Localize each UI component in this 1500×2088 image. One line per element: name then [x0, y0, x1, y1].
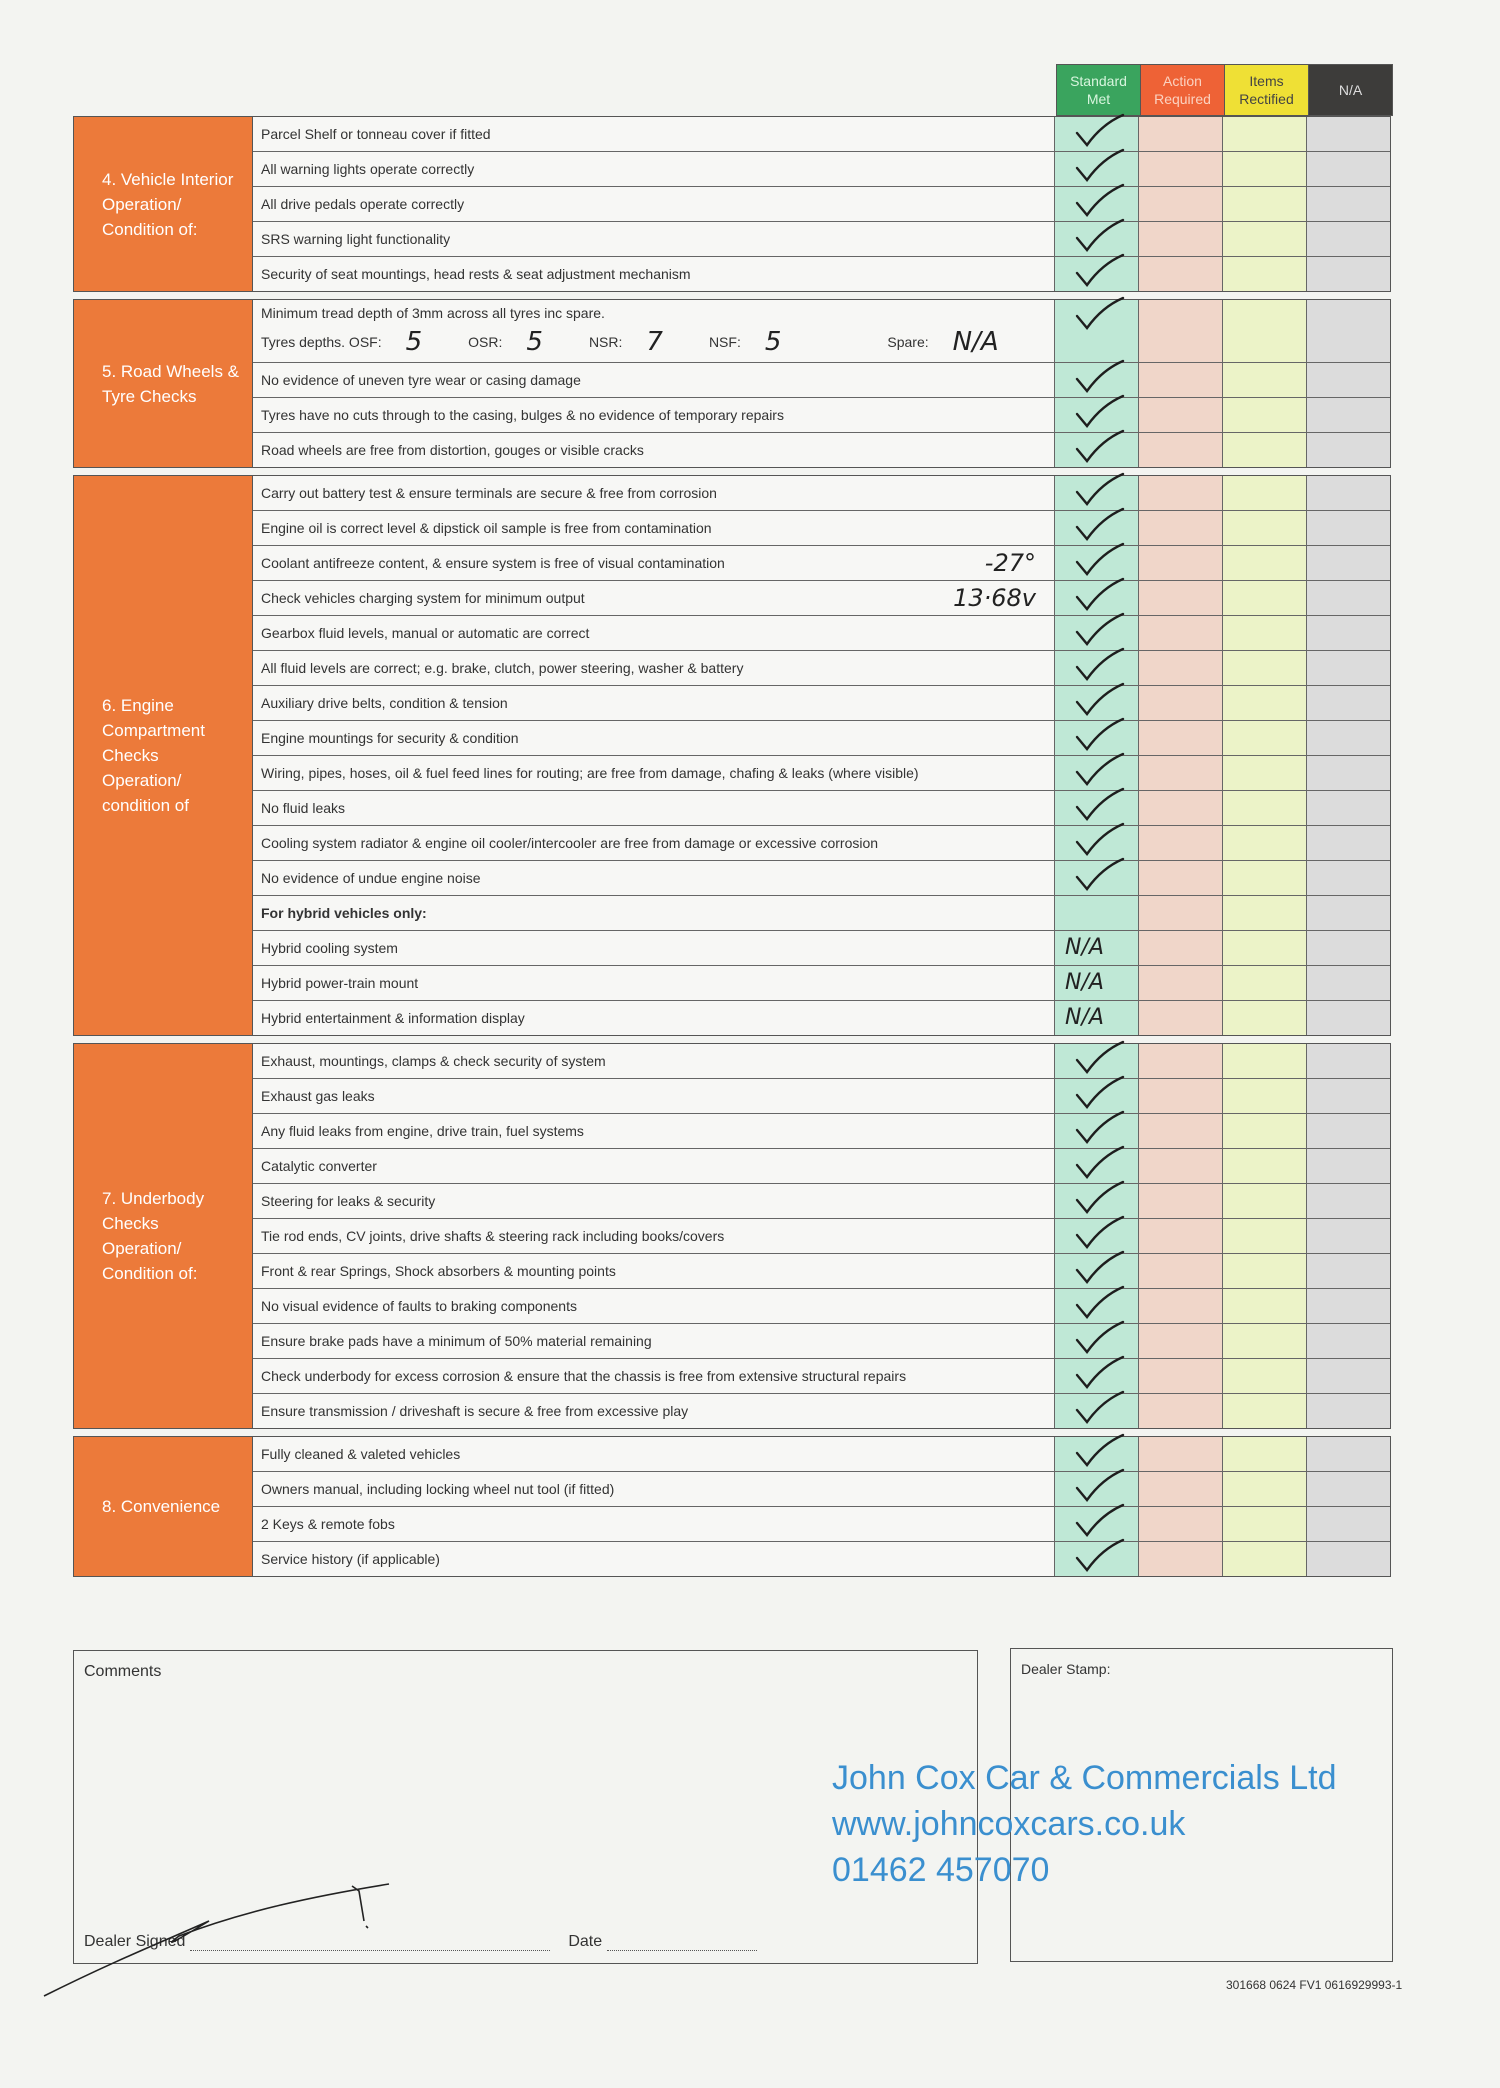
action-required-cell[interactable] — [1139, 721, 1223, 755]
standard-met-cell[interactable] — [1055, 861, 1139, 895]
items-rectified-cell[interactable] — [1223, 1359, 1307, 1393]
na-cell[interactable] — [1307, 187, 1390, 221]
action-required-cell[interactable] — [1139, 1079, 1223, 1113]
items-rectified-cell[interactable] — [1223, 433, 1307, 467]
na-cell[interactable] — [1307, 1001, 1390, 1035]
section — [73, 1436, 1391, 1577]
na-cell[interactable] — [1307, 476, 1390, 510]
dealer-stamp — [832, 1755, 1337, 1893]
action-required-cell[interactable] — [1139, 257, 1223, 291]
items-rectified-cell[interactable] — [1223, 1437, 1307, 1471]
item-text: Ensure transmission / driveshaft is secure & free from excessive play — [261, 1403, 689, 1419]
action-required-cell[interactable] — [1139, 1394, 1223, 1428]
action-required-cell[interactable] — [1139, 1472, 1223, 1506]
action-required-cell[interactable] — [1139, 861, 1223, 895]
items-rectified-cell[interactable] — [1223, 1114, 1307, 1148]
action-required-cell[interactable] — [1139, 1184, 1223, 1218]
standard-met-cell[interactable] — [1055, 896, 1139, 930]
tick-icon — [1073, 610, 1125, 650]
tick-icon — [1073, 294, 1125, 334]
items-rectified-cell[interactable] — [1223, 616, 1307, 650]
tyre-osf-value[interactable]: 5 — [405, 327, 423, 357]
header-action-required: Action Required — [1141, 65, 1225, 115]
item-note: -27° — [984, 549, 1036, 577]
item-text: Catalytic converter — [261, 1158, 377, 1174]
item-text: Coolant antifreeze content, & ensure system is free of visual contamination — [261, 555, 725, 571]
item-text: Security of seat mountings, head rests & seat adjustment mechanism — [261, 266, 691, 282]
item-text: Cooling system radiator & engine oil cooler/intercooler are free from damage or excessive corrosion — [261, 835, 879, 851]
checklist-row — [253, 1001, 1390, 1035]
action-required-cell[interactable] — [1139, 1359, 1223, 1393]
items-rectified-cell[interactable] — [1223, 1254, 1307, 1288]
date-label: Date — [568, 1933, 603, 1950]
action-required-cell[interactable] — [1139, 546, 1223, 580]
items-rectified-cell[interactable] — [1223, 651, 1307, 685]
tick-icon — [1073, 216, 1125, 256]
action-required-cell[interactable] — [1139, 363, 1223, 397]
checklist-row — [253, 791, 1390, 826]
action-required-cell[interactable] — [1139, 1254, 1223, 1288]
tick-icon — [1073, 357, 1125, 397]
na-cell[interactable] — [1307, 1184, 1390, 1218]
action-required-cell[interactable] — [1139, 651, 1223, 685]
action-required-cell[interactable] — [1139, 476, 1223, 510]
item-text: Check underbody for excess corrosion & ensure that the chassis is free from extensive structural repairs — [261, 1368, 907, 1384]
na-cell[interactable] — [1307, 1079, 1390, 1113]
items-rectified-cell[interactable] — [1223, 826, 1307, 860]
header-standard-met: Standard Met — [1057, 65, 1141, 115]
tick-icon — [1073, 855, 1125, 895]
items-rectified-cell[interactable] — [1223, 1472, 1307, 1506]
standard-met-cell[interactable] — [1055, 1001, 1139, 1035]
items-rectified-cell[interactable] — [1223, 1044, 1307, 1078]
na-cell[interactable] — [1307, 686, 1390, 720]
items-rectified-cell[interactable] — [1223, 1219, 1307, 1253]
action-required-cell[interactable] — [1139, 1219, 1223, 1253]
items-rectified-cell[interactable] — [1223, 257, 1307, 291]
na-cell[interactable] — [1307, 1542, 1390, 1576]
item-text: Owners manual, including locking wheel nut tool (if fitted) — [261, 1481, 615, 1497]
tick-icon — [1073, 750, 1125, 790]
checklist-row — [253, 1079, 1390, 1114]
na-mark: N/A — [1065, 935, 1104, 960]
header-na: N/A — [1309, 65, 1392, 115]
items-rectified-cell[interactable] — [1223, 398, 1307, 432]
checklist-row — [253, 721, 1390, 756]
date-line — [607, 1950, 757, 1951]
items-rectified-cell[interactable] — [1223, 1289, 1307, 1323]
checklist-row — [253, 398, 1390, 433]
na-cell[interactable] — [1307, 791, 1390, 825]
items-rectified-cell[interactable] — [1223, 1324, 1307, 1358]
na-cell[interactable] — [1307, 861, 1390, 895]
item-text: Any fluid leaks from engine, drive train, fuel systems — [261, 1123, 584, 1139]
checklist — [73, 116, 1391, 1584]
action-required-cell[interactable] — [1139, 222, 1223, 256]
item-text: Hybrid cooling system — [261, 940, 398, 956]
na-cell[interactable] — [1307, 511, 1390, 545]
na-cell[interactable] — [1307, 1044, 1390, 1078]
tick-icon — [1073, 1213, 1125, 1253]
item-text: Tyres have no cuts through to the casing, bulges & no evidence of temporary repairs — [261, 407, 784, 423]
checklist-row — [253, 1359, 1390, 1394]
item-text: Ensure brake pads have a minimum of 50% material remaining — [261, 1333, 652, 1349]
header-items-rectified: Items Rectified — [1225, 65, 1309, 115]
items-rectified-cell[interactable] — [1223, 511, 1307, 545]
items-rectified-cell[interactable] — [1223, 1149, 1307, 1183]
standard-met-cell[interactable] — [1055, 257, 1139, 291]
tick-icon — [1073, 1501, 1125, 1541]
checklist-row — [253, 1472, 1390, 1507]
item-text: Road wheels are free from distortion, gouges or visible cracks — [261, 442, 644, 458]
action-required-cell[interactable] — [1139, 398, 1223, 432]
tick-icon — [1073, 181, 1125, 221]
na-cell[interactable] — [1307, 581, 1390, 615]
action-required-cell[interactable] — [1139, 826, 1223, 860]
tick-icon — [1073, 820, 1125, 860]
na-cell[interactable] — [1307, 1149, 1390, 1183]
tick-icon — [1073, 1466, 1125, 1506]
items-rectified-cell[interactable] — [1223, 1542, 1307, 1576]
action-required-cell[interactable] — [1139, 1289, 1223, 1323]
tick-icon — [1073, 427, 1125, 467]
items-rectified-cell[interactable] — [1223, 686, 1307, 720]
standard-met-cell[interactable] — [1055, 1542, 1139, 1576]
items-rectified-cell[interactable] — [1223, 546, 1307, 580]
section — [73, 116, 1391, 292]
item-text: No visual evidence of faults to braking components — [261, 1298, 577, 1314]
items-rectified-cell[interactable] — [1223, 1394, 1307, 1428]
action-required-cell[interactable] — [1139, 1114, 1223, 1148]
action-required-cell[interactable] — [1139, 1149, 1223, 1183]
section — [73, 475, 1391, 1036]
action-required-cell[interactable] — [1139, 1001, 1223, 1035]
tyre-nsf-label: NSF: — [708, 334, 741, 350]
checklist-row — [253, 1184, 1390, 1219]
action-required-cell[interactable] — [1139, 581, 1223, 615]
section-label: 8. Convenience — [74, 1437, 253, 1576]
action-required-cell[interactable] — [1139, 1507, 1223, 1541]
items-rectified-cell[interactable] — [1223, 1184, 1307, 1218]
tick-icon — [1073, 1248, 1125, 1288]
item-text: Engine mountings for security & condition — [261, 730, 519, 746]
checklist-row — [253, 257, 1390, 291]
section-label: 6. Engine Compartment Checks Operation/ condition of — [74, 476, 253, 1035]
action-required-cell[interactable] — [1139, 966, 1223, 1000]
stamp-phone: 01462 457070 — [832, 1851, 1050, 1889]
signature-icon — [34, 1881, 454, 2001]
checklist-row — [253, 300, 1390, 363]
tick-icon — [1073, 785, 1125, 825]
item-text: Parcel Shelf or tonneau cover if fitted — [261, 126, 491, 142]
na-cell[interactable] — [1307, 1394, 1390, 1428]
checklist-row — [253, 152, 1390, 187]
tick-icon — [1073, 645, 1125, 685]
item-text: Steering for leaks & security — [261, 1193, 436, 1209]
checklist-row — [253, 1254, 1390, 1289]
item-text: All fluid levels are correct; e.g. brake, clutch, power steering, washer & battery — [261, 660, 744, 676]
tick-icon — [1073, 251, 1125, 291]
action-required-cell[interactable] — [1139, 300, 1223, 362]
action-required-cell[interactable] — [1139, 1044, 1223, 1078]
item-text: Engine oil is correct level & dipstick oil sample is free from contamination — [261, 520, 712, 536]
item-text: Minimum tread depth of 3mm across all tyres inc spare. — [261, 305, 605, 321]
item-text: All drive pedals operate correctly — [261, 196, 465, 212]
action-required-cell[interactable] — [1139, 187, 1223, 221]
tick-icon — [1073, 1318, 1125, 1358]
na-cell[interactable] — [1307, 966, 1390, 1000]
tick-icon — [1073, 1108, 1125, 1148]
na-cell[interactable] — [1307, 1359, 1390, 1393]
item-text: 2 Keys & remote fobs — [261, 1516, 395, 1532]
item-text: No evidence of uneven tyre wear or casing damage — [261, 372, 581, 388]
items-rectified-cell[interactable] — [1223, 581, 1307, 615]
checklist-row — [253, 187, 1390, 222]
dealer-stamp-label: Dealer Stamp: — [1021, 1661, 1111, 1677]
na-cell[interactable] — [1307, 1254, 1390, 1288]
stamp-company-name: John Cox Car & Commercials Ltd — [832, 1759, 1337, 1797]
item-text: Check vehicles charging system for minimum output — [261, 590, 585, 606]
standard-met-cell[interactable] — [1055, 1394, 1139, 1428]
standard-met-cell[interactable] — [1055, 300, 1139, 362]
na-cell[interactable] — [1307, 300, 1390, 362]
na-cell[interactable] — [1307, 651, 1390, 685]
section-label: 7. Underbody Checks Operation/ Condition of: — [74, 1044, 253, 1428]
na-cell[interactable] — [1307, 152, 1390, 186]
section — [73, 1043, 1391, 1429]
item-text: Tie rod ends, CV joints, drive shafts & steering rack including books/covers — [261, 1228, 725, 1244]
checklist-row — [253, 756, 1390, 791]
standard-met-cell[interactable] — [1055, 931, 1139, 965]
item-text: Exhaust gas leaks — [261, 1088, 375, 1104]
items-rectified-cell[interactable] — [1223, 1001, 1307, 1035]
item-text: SRS warning light functionality — [261, 231, 451, 247]
stamp-website: www.johncoxcars.co.uk — [832, 1805, 1186, 1843]
tick-icon — [1073, 1283, 1125, 1323]
checklist-row — [253, 1219, 1390, 1254]
checklist-row — [253, 433, 1390, 467]
na-cell[interactable] — [1307, 257, 1390, 291]
checklist-row — [253, 826, 1390, 861]
action-required-cell[interactable] — [1139, 511, 1223, 545]
tyre-depths — [261, 327, 1035, 357]
na-cell[interactable] — [1307, 931, 1390, 965]
item-text: Carry out battery test & ensure terminals are secure & free from corrosion — [261, 485, 717, 501]
na-cell[interactable] — [1307, 363, 1390, 397]
checklist-row — [253, 896, 1390, 931]
item-text: Hybrid entertainment & information display — [261, 1010, 525, 1026]
na-cell[interactable] — [1307, 433, 1390, 467]
na-cell[interactable] — [1307, 1507, 1390, 1541]
action-required-cell[interactable] — [1139, 152, 1223, 186]
tick-icon — [1073, 111, 1125, 151]
tyre-spare-label: Spare: — [887, 334, 929, 350]
tick-icon — [1073, 1038, 1125, 1078]
na-cell[interactable] — [1307, 1472, 1390, 1506]
na-cell[interactable] — [1307, 1289, 1390, 1323]
checklist-row — [253, 686, 1390, 721]
na-mark: N/A — [1065, 1005, 1104, 1030]
item-text: All warning lights operate correctly — [261, 161, 475, 177]
tick-icon — [1073, 1073, 1125, 1113]
action-required-cell[interactable] — [1139, 1324, 1223, 1358]
items-rectified-cell[interactable] — [1223, 117, 1307, 151]
checklist-row — [253, 1324, 1390, 1359]
item-text: Exhaust, mountings, clamps & check security of system — [261, 1053, 606, 1069]
tick-icon — [1073, 470, 1125, 510]
checklist-row — [253, 651, 1390, 686]
tick-icon — [1073, 715, 1125, 755]
na-cell[interactable] — [1307, 896, 1390, 930]
tyre-spare-value[interactable]: N/A — [952, 327, 999, 357]
tyre-osf-label: Tyres depths. OSF: — [261, 334, 382, 350]
items-rectified-cell[interactable] — [1223, 966, 1307, 1000]
items-rectified-cell[interactable] — [1223, 152, 1307, 186]
na-cell[interactable] — [1307, 398, 1390, 432]
items-rectified-cell[interactable] — [1223, 721, 1307, 755]
tick-icon — [1073, 1353, 1125, 1393]
na-cell[interactable] — [1307, 1324, 1390, 1358]
section-label: 4. Vehicle Interior Operation/ Condition of: — [74, 117, 253, 291]
na-cell[interactable] — [1307, 117, 1390, 151]
action-required-cell[interactable] — [1139, 756, 1223, 790]
item-text: For hybrid vehicles only: — [261, 905, 427, 921]
checklist-row — [253, 117, 1390, 152]
checklist-row — [253, 1289, 1390, 1324]
action-required-cell[interactable] — [1139, 433, 1223, 467]
item-text: Wiring, pipes, hoses, oil & fuel feed lines for routing; are free from damage, chafing & leaks (where visible) — [261, 765, 919, 781]
tick-icon — [1073, 1431, 1125, 1471]
items-rectified-cell[interactable] — [1223, 931, 1307, 965]
items-rectified-cell[interactable] — [1223, 756, 1307, 790]
column-header — [1056, 64, 1393, 116]
section — [73, 299, 1391, 468]
tick-icon — [1073, 1536, 1125, 1576]
na-cell[interactable] — [1307, 616, 1390, 650]
action-required-cell[interactable] — [1139, 896, 1223, 930]
action-required-cell[interactable] — [1139, 791, 1223, 825]
items-rectified-cell[interactable] — [1223, 1079, 1307, 1113]
tick-icon — [1073, 540, 1125, 580]
tick-icon — [1073, 1178, 1125, 1218]
checklist-row — [253, 861, 1390, 896]
tick-icon — [1073, 146, 1125, 186]
item-text: Hybrid power-train mount — [261, 975, 419, 991]
action-required-cell[interactable] — [1139, 686, 1223, 720]
tick-icon — [1073, 1388, 1125, 1428]
items-rectified-cell[interactable] — [1223, 300, 1307, 362]
na-cell[interactable] — [1307, 826, 1390, 860]
checklist-row — [253, 1437, 1390, 1472]
checklist-row — [253, 1044, 1390, 1079]
na-cell[interactable] — [1307, 222, 1390, 256]
checklist-row — [253, 511, 1390, 546]
item-note: 13·68v — [953, 584, 1036, 612]
action-required-cell[interactable] — [1139, 117, 1223, 151]
action-required-cell[interactable] — [1139, 616, 1223, 650]
item-text: No fluid leaks — [261, 800, 346, 816]
checklist-row — [253, 476, 1390, 511]
checklist-row — [253, 1149, 1390, 1184]
tyre-nsf-value[interactable]: 5 — [764, 327, 782, 357]
item-text: No evidence of undue engine noise — [261, 870, 481, 886]
item-text: Auxiliary drive belts, condition & tension — [261, 695, 508, 711]
dealer-signed-label: Dealer Signed — [84, 1933, 186, 1950]
section-label: 5. Road Wheels & Tyre Checks — [74, 300, 253, 467]
checklist-row — [253, 616, 1390, 651]
item-text: Fully cleaned & valeted vehicles — [261, 1446, 461, 1462]
na-cell[interactable] — [1307, 1114, 1390, 1148]
items-rectified-cell[interactable] — [1223, 791, 1307, 825]
standard-met-cell[interactable] — [1055, 966, 1139, 1000]
tyre-nsr-label: NSR: — [588, 334, 623, 350]
items-rectified-cell[interactable] — [1223, 187, 1307, 221]
tick-icon — [1073, 1143, 1125, 1183]
tyre-osr-value[interactable]: 5 — [526, 327, 543, 357]
checklist-row — [253, 363, 1390, 398]
tyre-nsr-value[interactable]: 7 — [646, 327, 663, 357]
checklist-row — [253, 581, 1390, 616]
checklist-row — [253, 546, 1390, 581]
checklist-row — [253, 1507, 1390, 1542]
tyre-osr-label: OSR: — [468, 334, 503, 350]
na-cell[interactable] — [1307, 756, 1390, 790]
na-cell[interactable] — [1307, 1219, 1390, 1253]
checklist-row — [253, 931, 1390, 966]
tick-icon — [1073, 505, 1125, 545]
checklist-row — [253, 966, 1390, 1001]
standard-met-cell[interactable] — [1055, 433, 1139, 467]
action-required-cell[interactable] — [1139, 1437, 1223, 1471]
tick-icon — [1073, 680, 1125, 720]
item-text: Gearbox fluid levels, manual or automatic are correct — [261, 625, 590, 641]
item-text: Service history (if applicable) — [261, 1551, 440, 1567]
items-rectified-cell[interactable] — [1223, 1507, 1307, 1541]
na-cell[interactable] — [1307, 721, 1390, 755]
checklist-row — [253, 1394, 1390, 1428]
na-cell[interactable] — [1307, 1437, 1390, 1471]
items-rectified-cell[interactable] — [1223, 222, 1307, 256]
tick-icon — [1073, 392, 1125, 432]
tick-icon — [1073, 575, 1125, 615]
action-required-cell[interactable] — [1139, 931, 1223, 965]
checklist-row — [253, 1114, 1390, 1149]
items-rectified-cell[interactable] — [1223, 861, 1307, 895]
item-text: Front & rear Springs, Shock absorbers & mounting points — [261, 1263, 616, 1279]
na-mark: N/A — [1065, 970, 1104, 995]
items-rectified-cell[interactable] — [1223, 896, 1307, 930]
action-required-cell[interactable] — [1139, 1542, 1223, 1576]
checklist-row — [253, 222, 1390, 257]
form-code: 301668 0624 FV1 0616929993-1 — [1226, 1978, 1403, 1992]
comments-label: Comments — [84, 1663, 162, 1680]
na-cell[interactable] — [1307, 546, 1390, 580]
checklist-row — [253, 1542, 1390, 1576]
items-rectified-cell[interactable] — [1223, 363, 1307, 397]
items-rectified-cell[interactable] — [1223, 476, 1307, 510]
